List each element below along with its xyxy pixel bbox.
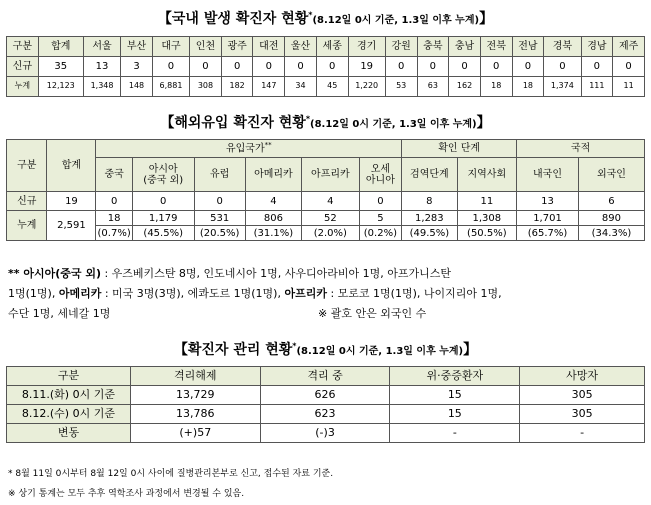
domestic-total-cell: 11 [613, 77, 645, 97]
overseas-total-header: 합계 [47, 140, 96, 192]
header-asia-line2: (중국 외) [143, 174, 184, 186]
domestic-new-cell: 0 [581, 57, 613, 77]
domestic-header-cell: 부산 [121, 37, 153, 57]
management-cell: 15 [390, 405, 520, 424]
management-header-cell: 격리해제 [130, 367, 260, 386]
overseas-new-cell: 0 [132, 192, 194, 211]
header-community: 지역사회 [457, 158, 517, 192]
domestic-header-cell: 제주 [613, 37, 645, 57]
domestic-table [6, 36, 645, 97]
note-text-2c: : 모로코 1명(1명), 나이지리아 1명, [326, 287, 502, 300]
overseas-total-cell: 52 [302, 211, 359, 226]
header-asia [132, 158, 194, 192]
domestic-new-row [7, 57, 645, 77]
overseas-new-cell: 0 [96, 192, 132, 211]
management-row-label: 8.11.(화) 0시 기준 [7, 386, 131, 405]
overseas-total-cell: 5 [359, 211, 402, 226]
management-cell: 13,729 [130, 386, 260, 405]
management-table [6, 366, 645, 443]
domestic-new-cell: 0 [512, 57, 544, 77]
domestic-total-cell: 162 [449, 77, 481, 97]
overseas-total-cell: 1,283 [402, 211, 457, 226]
overseas-table [6, 139, 645, 241]
domestic-new-cell: 0 [417, 57, 449, 77]
domestic-new-cell: 0 [152, 57, 189, 77]
domestic-total-cell: 53 [385, 77, 417, 97]
domestic-new-cell: 0 [480, 57, 512, 77]
domestic-header-cell: 광주 [221, 37, 253, 57]
header-america: 아메리카 [245, 158, 301, 192]
domestic-header-row [7, 37, 645, 57]
domestic-new-cell: 0 [190, 57, 222, 77]
domestic-total-cell: 1,348 [83, 77, 120, 97]
confirm-stage-header: 확인 단계 [402, 140, 517, 158]
management-header-cell: 위·중증환자 [390, 367, 520, 386]
domestic-total-cell: 148 [121, 77, 153, 97]
overseas-pct-cell: (65.7%) [517, 226, 579, 241]
domestic-new-cell: 19 [348, 57, 385, 77]
domestic-row-label: 신규 [7, 57, 39, 77]
note-line-2 [8, 285, 502, 301]
domestic-total-cell: 18 [512, 77, 544, 97]
management-header-cell: 격리 중 [260, 367, 390, 386]
management-title-sub: (8.12일 0시 기준, 1.3일 이후 누계) [296, 346, 464, 357]
management-header-cell: 구분 [7, 367, 131, 386]
management-cell: (+)57 [130, 424, 260, 443]
domestic-total-cell: 1,374 [544, 77, 581, 97]
overseas-total-row [7, 211, 645, 226]
domestic-header-cell: 대전 [253, 37, 285, 57]
domestic-new-cell: 0 [221, 57, 253, 77]
header-oceania [359, 158, 402, 192]
header-asia-line1: 아시아 [148, 163, 178, 175]
domestic-new-cell: 3 [121, 57, 153, 77]
domestic-total-cell: 182 [221, 77, 253, 97]
note-line-1 [8, 265, 451, 281]
management-header-cell: 사망자 [520, 367, 645, 386]
domestic-header-cell: 울산 [285, 37, 317, 57]
overseas-new-cell: 11 [457, 192, 517, 211]
domestic-total-cell: 308 [190, 77, 222, 97]
domestic-total-cell: 34 [285, 77, 317, 97]
overseas-new-cell: 4 [302, 192, 359, 211]
management-cell: - [390, 424, 520, 443]
domestic-title [0, 8, 651, 28]
management-cell: 626 [260, 386, 390, 405]
overseas-pct-cell: (0.2%) [359, 226, 402, 241]
domestic-total-cell: 6,881 [152, 77, 189, 97]
domestic-new-cell: 35 [38, 57, 83, 77]
management-title [0, 339, 651, 359]
domestic-header-cell: 세종 [316, 37, 348, 57]
overseas-new-cell: 0 [359, 192, 402, 211]
overseas-new-cell: 8 [402, 192, 457, 211]
domestic-row-label: 누계 [7, 77, 39, 97]
header-quarantine: 검역단계 [402, 158, 457, 192]
inflow-country-mark: ** [264, 141, 272, 150]
domestic-total-cell: 45 [316, 77, 348, 97]
note-text-2b: : 미국 3명(3명), 에콰도르 1명(1명), [101, 287, 285, 300]
note-bracket-text: ※ 괄호 안은 외국인 수 [318, 307, 427, 320]
inflow-country-header [96, 140, 402, 158]
domestic-total-row [7, 77, 645, 97]
overseas-total-cell: 531 [194, 211, 245, 226]
overseas-total-cell: 1,701 [517, 211, 579, 226]
overseas-pct-cell: (45.5%) [132, 226, 194, 241]
management-cell: - [520, 424, 645, 443]
note-text-1: : 우즈베키스탄 8명, 인도네시아 1명, 사우디아라비아 1명, 아프가니스탄 [100, 267, 452, 280]
note-text-3: 수단 1명, 세네갈 1명 [8, 307, 111, 320]
note-key-asia: 아시아(중국 외) [23, 267, 101, 280]
management-title-mark: * [292, 341, 297, 351]
note-key-america: 아메리카 [58, 287, 102, 300]
domestic-title-end: 】 [479, 11, 494, 27]
domestic-new-cell: 0 [316, 57, 348, 77]
header-oceania-line1: 오세 [370, 163, 391, 175]
note-bracket-explain [318, 305, 426, 321]
management-cell: (-)3 [260, 424, 390, 443]
domestic-total-cell: 63 [417, 77, 449, 97]
domestic-header-cell: 강원 [385, 37, 417, 57]
management-row [7, 424, 645, 443]
domestic-total-cell: 18 [480, 77, 512, 97]
overseas-pct-cell: (0.7%) [97, 227, 131, 239]
domestic-header-cell: 구분 [7, 37, 39, 57]
overseas-total-cell: 806 [245, 211, 301, 226]
overseas-new-cell: 6 [578, 192, 644, 211]
domestic-new-cell: 0 [285, 57, 317, 77]
overseas-new-cell: 4 [245, 192, 301, 211]
domestic-title-text: 【국내 발생 확진자 현황 [157, 11, 309, 27]
overseas-title-sub: (8.12일 0시 기준, 1.3일 이후 누계) [310, 119, 477, 130]
overseas-new-cell: 19 [47, 192, 96, 211]
note-prefix: ** [8, 267, 24, 280]
overseas-pct-cell: (20.5%) [194, 226, 245, 241]
overseas-gubun-header: 구분 [7, 140, 47, 192]
domestic-total-cell: 147 [253, 77, 285, 97]
management-row-label: 8.12.(수) 0시 기준 [7, 405, 131, 424]
overseas-total-cell: 890 [578, 211, 644, 226]
domestic-new-cell: 0 [544, 57, 581, 77]
domestic-header-cell: 충북 [417, 37, 449, 57]
overseas-title-end: 】 [476, 115, 491, 131]
overseas-total-cell: 1,308 [457, 211, 517, 226]
note-key-africa: 아프리카 [284, 287, 327, 300]
footnote-1: * 8월 11일 0시부터 8월 12일 0시 사이에 질병관리본부로 신고, 접수된 자료 기준. [8, 469, 334, 479]
management-row [7, 386, 645, 405]
overseas-pct-cell: (2.0%) [302, 226, 359, 241]
management-title-end: 】 [463, 342, 478, 358]
overseas-total-cell: 1,179 [132, 211, 194, 226]
overseas-new-cell: 0 [194, 192, 245, 211]
note-text-2a: 1명(1명), [8, 287, 59, 300]
header-oceania-line2: 아니아 [365, 174, 395, 186]
header-foreigner: 외국인 [578, 158, 644, 192]
management-cell: 13,786 [130, 405, 260, 424]
overseas-title-text: 【해외유입 확진자 현황 [160, 115, 306, 131]
domestic-title-sub: (8.12일 0시 기준, 1.3일 이후 누계) [312, 15, 480, 26]
management-row [7, 405, 645, 424]
overseas-new-cell: 13 [517, 192, 579, 211]
header-europe: 유럽 [194, 158, 245, 192]
domestic-header-cell: 대구 [152, 37, 189, 57]
nationality-header: 국적 [517, 140, 645, 158]
domestic-total-cell: 12,123 [38, 77, 83, 97]
domestic-header-cell: 경기 [348, 37, 385, 57]
overseas-new-label: 신규 [7, 192, 47, 211]
domestic-title-mark: * [308, 10, 313, 20]
overseas-pct-row [7, 226, 645, 241]
management-cell: 15 [390, 386, 520, 405]
overseas-pct-cell: (50.5%) [457, 226, 517, 241]
management-title-text: 【확진자 관리 현황 [173, 342, 293, 358]
overseas-new-row [7, 192, 645, 211]
overseas-total-label: 누계 [7, 211, 47, 241]
overseas-total-sum: 2,591 [47, 211, 96, 241]
header-china: 중국 [96, 158, 132, 192]
domestic-header-cell: 합계 [38, 37, 83, 57]
management-cell: 623 [260, 405, 390, 424]
inflow-country-label: 유입국가 [225, 143, 265, 155]
domestic-new-cell: 0 [613, 57, 645, 77]
domestic-new-cell: 13 [83, 57, 120, 77]
overseas-pct-cell: (34.3%) [578, 226, 644, 241]
header-korean: 내국인 [517, 158, 579, 192]
domestic-header-cell: 경남 [581, 37, 613, 57]
overseas-pct-cell: (49.5%) [402, 226, 457, 241]
domestic-header-cell: 서울 [83, 37, 120, 57]
domestic-header-cell: 충남 [449, 37, 481, 57]
domestic-total-cell: 111 [581, 77, 613, 97]
management-cell: 305 [520, 386, 645, 405]
domestic-total-cell: 1,220 [348, 77, 385, 97]
overseas-pct-cell: (31.1%) [245, 226, 301, 241]
domestic-header-cell: 인천 [190, 37, 222, 57]
domestic-header-cell: 전남 [512, 37, 544, 57]
header-africa: 아프리카 [302, 158, 359, 192]
overseas-title [0, 112, 651, 132]
footnote-2: ※ 상기 통계는 모두 추후 역학조사 과정에서 변경될 수 있음. [8, 489, 245, 499]
overseas-total-cell: 18 [96, 211, 132, 226]
note-line-3 [8, 305, 110, 321]
domestic-header-cell: 전북 [480, 37, 512, 57]
overseas-title-mark: * [305, 114, 310, 124]
domestic-new-cell: 0 [385, 57, 417, 77]
management-row-label: 변동 [7, 424, 131, 443]
domestic-new-cell: 0 [253, 57, 285, 77]
domestic-new-cell: 0 [449, 57, 481, 77]
management-header-row [7, 367, 645, 386]
management-cell: 305 [520, 405, 645, 424]
domestic-header-cell: 경북 [544, 37, 581, 57]
